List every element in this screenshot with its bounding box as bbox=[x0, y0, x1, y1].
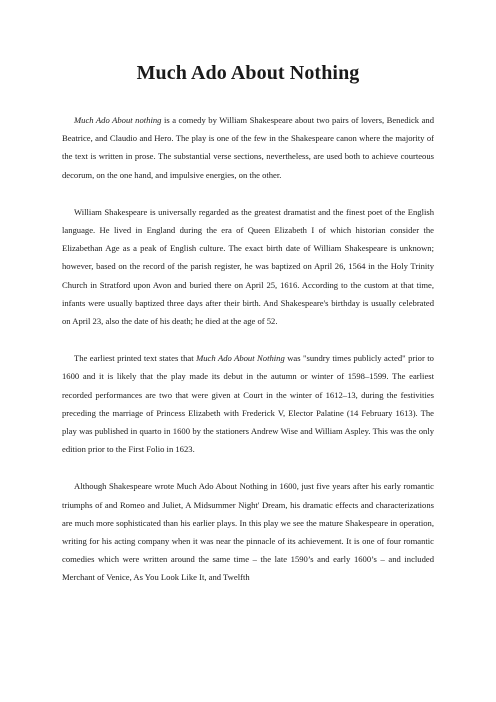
document-body bbox=[62, 111, 434, 606]
play-title-italic: Much Ado About nothing bbox=[74, 115, 162, 125]
paragraph-3-text-after: was "sundry times publicly acted" prior to 1600 and it is likely that the play made its debut in the autumn or winter of 1598–1599. The earliest recorded performances are two that were given at Court in the winter of 1612–13, during the festivities preceding the marriage of Princess Elizabeth with Frederick V, Elector Palatine (14 February 1613). The play was published in quarto in 1600 by the stationers Andrew Wise and William Aspley. This was the only edition prior to the First Folio in 1623. bbox=[62, 353, 434, 455]
paragraph-2 bbox=[62, 203, 434, 330]
paragraph-1-text: is a comedy by William Shakespeare about two pairs of lovers, Benedick and Beatrice, and Claudio and Hero. The play is one of the few in the Shakespeare canon where the majority of the text is written in prose. The substantial verse sections, nevertheless, are used both to achieve courteous decorum, on the one hand, and impulsive energies, on the other. bbox=[62, 115, 434, 180]
play-title-italic: Much Ado About Nothing bbox=[196, 353, 285, 364]
paragraph-2-text: William Shakespeare is universally regarded as the greatest dramatist and the finest poet of the English language. He lived in England during the era of Queen Elizabeth I of which historian consider the Elizabethan Age as a peak of English culture. The exact birth date of William Shakespeare is unknown; however, based on the record of the parish register, he was baptized on April 26, 1564 in the Holy Trinity Church in Stratford upon Avon and buried there on April 25, 1616. According to the custom at that time, infants were usually baptized three days after their birth. And Shakespeare's birthday is usually celebrated on April 23, also the date of his death; he died at the age of 52. bbox=[62, 206, 434, 327]
document-title: Much Ado About Nothing bbox=[136, 62, 360, 84]
paragraph-1 bbox=[62, 111, 434, 184]
paragraph-3-text-before: The earliest printed text states that bbox=[74, 353, 197, 364]
paragraph-3 bbox=[62, 349, 434, 458]
paragraph-4 bbox=[62, 477, 434, 586]
paragraph-4-text: Although Shakespeare wrote Much Ado About Nothing in 1600, just five years after his early romantic triumphs of and Romeo and Juliet, A Midsummer Night' Dream, his dramatic effects and characterizations are much more sophisticated than his earlier plays. In this play we see the mature Shakespeare in operation, writing for his acting company when it was near the pinnacle of its achievement. It is one of four romantic comedies which were written around the same time – the late 1590’s and early 1600’s – and included Merchant of Venice, As You Look Like It, and Twelfth bbox=[62, 481, 434, 583]
